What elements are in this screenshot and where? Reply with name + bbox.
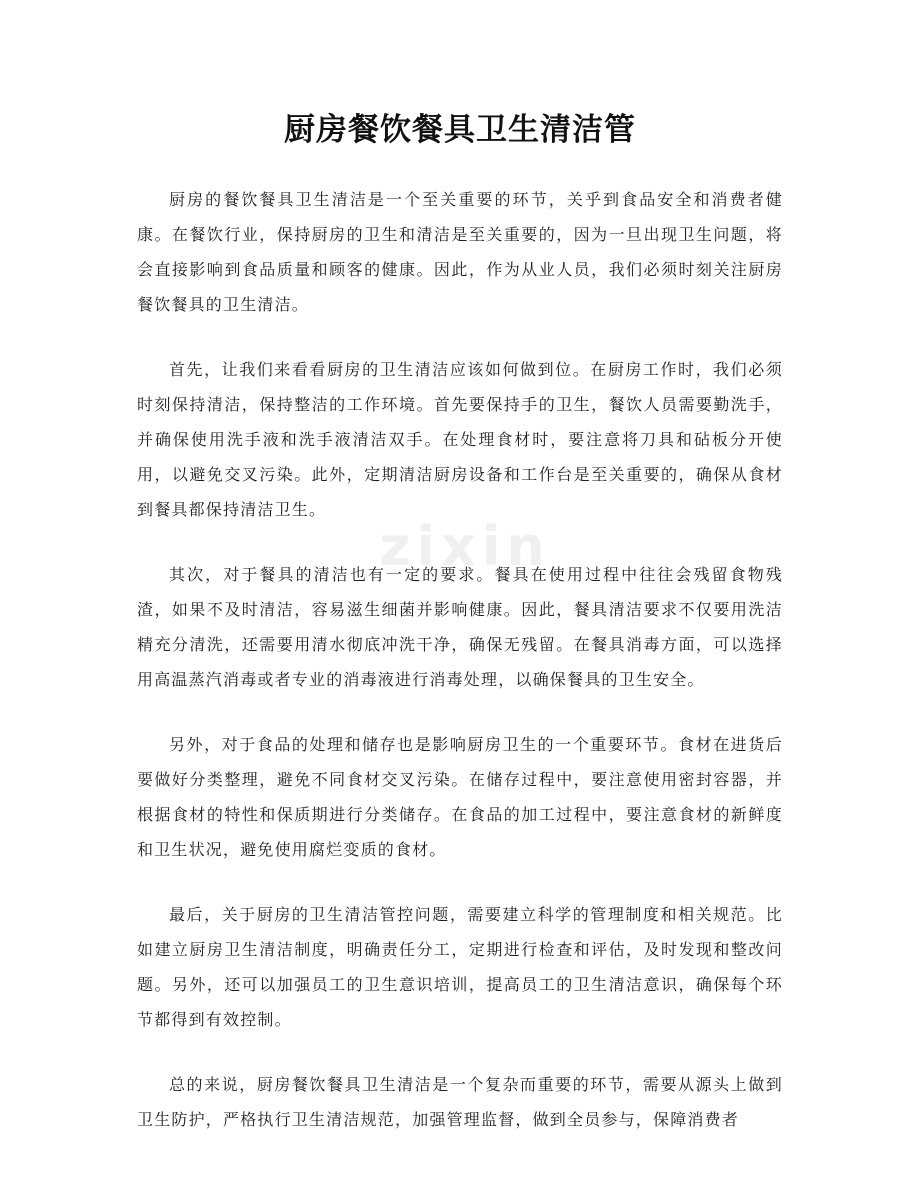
paragraph-last: 最后，关于厨房的卫生清洁管控问题，需要建立科学的管理制度和相关规范。比如建立厨房卫生清洁制度，明确责任分工，定期进行检查和评估，及时发现和整改问题。另外，还可以加强员工的卫生意识培训，提高员工的卫生清洁意识，确保每个环节都得到有效控制。 <box>137 905 783 1029</box>
paragraph-first: 首先，让我们来看看厨房的卫生清洁应该如何做到位。在厨房工作时，我们必须时刻保持清洁，保持整洁的工作环境。首先要保持手的卫生，餐饮人员需要勤洗手，并确保使用洗手液和洗手液清洁双手。在处理食材时，要注意将刀具和砧板分开使用，以避免交叉污染。此外，定期清洁厨房设备和工作台是至关重要的，确保从食材到餐具都保持清洁卫生。 <box>137 360 783 519</box>
document-body <box>137 182 783 1167</box>
document-title: 厨房餐饮餐具卫生清洁管 <box>284 112 636 148</box>
paragraph-summary: 总的来说，厨房餐饮餐具卫生清洁是一个复杂而重要的环节，需要从源头上做到卫生防护，严格执行卫生清洁规范，加强管理监督，做到全员参与，保障消费者 <box>137 1075 783 1129</box>
paragraph-another: 另外，对于食品的处理和储存也是影响厨房卫生的一个重要环节。食材在进货后要做好分类整理，避免不同食材交叉污染。在储存过程中，要注意使用密封容器，并根据食材的特性和保质期进行分类储存。在食品的加工过程中，要注意食材的新鲜度和卫生状况，避免使用腐烂变质的食材。 <box>137 735 783 859</box>
paragraph-intro: 厨房的餐饮餐具卫生清洁是一个至关重要的环节，关乎到食品安全和消费者健康。在餐饮行业，保持厨房的卫生和清洁是至关重要的，因为一旦出现卫生问题，将会直接影响到食品质量和顾客的健康。因此，作为从业人员，我们必须时刻关注厨房餐饮餐具的卫生清洁。 <box>137 190 783 314</box>
watermark: zixin <box>379 515 551 578</box>
paragraph-second: 其次，对于餐具的清洁也有一定的要求。餐具在使用过程中往往会残留食物残渣，如果不及时清洁，容易滋生细菌并影响健康。因此，餐具清洁要求不仅要用洗洁精充分清洗，还需要用清水彻底冲洗干净，确保无残留。在餐具消毒方面，可以选择用高温蒸汽消毒或者专业的消毒液进行消毒处理，以确保餐具的卫生安全。 <box>137 565 783 689</box>
